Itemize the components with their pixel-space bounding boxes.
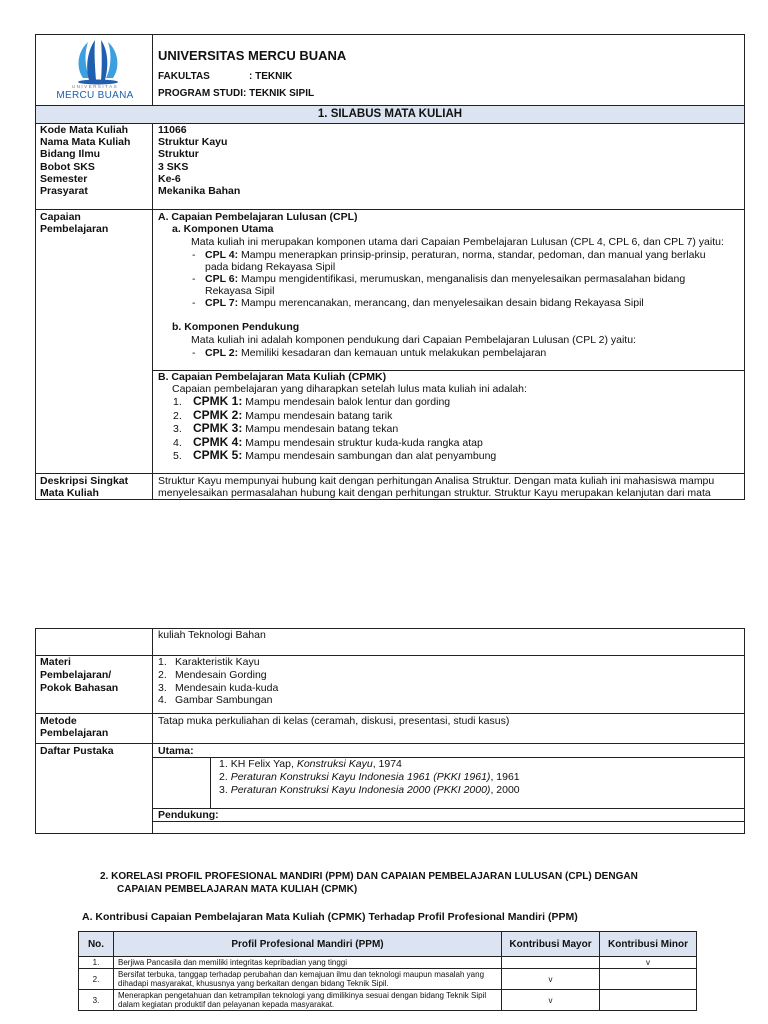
course-info-label: Prasyarat <box>40 185 88 197</box>
reference-post: , 1974 <box>372 758 402 770</box>
ppm-contribution-table <box>78 931 697 1011</box>
metode-label: Pembelajaran <box>40 727 109 739</box>
reference-item <box>219 784 520 796</box>
course-code: 11066 <box>158 124 187 136</box>
cpmk-num: 2. <box>173 410 182 422</box>
cpl-heading: A. Capaian Pembelajaran Lulusan (CPL) <box>158 211 358 223</box>
materi-num: 1. <box>158 656 167 668</box>
komponen-utama-heading: a. Komponen Utama <box>172 223 274 235</box>
reference-num: 2. <box>219 771 228 783</box>
row-minor <box>600 990 697 1011</box>
reference-item <box>219 758 402 770</box>
cpl-code: CPL 7: <box>205 297 239 309</box>
deskripsi-text: menyelesaikan permasalahan hubung kait dengan perhitungan struktur. Struktur Kayu merupakan kelanjutan dari mata <box>158 487 711 499</box>
cpmk-item <box>193 449 496 462</box>
table-row <box>79 990 697 1011</box>
section2-heading: CAPAIAN PEMBELAJARAN MATA KULIAH (CPMK) <box>117 884 358 895</box>
faculty-label: FAKULTAS <box>158 71 210 82</box>
university-name: UNIVERSITAS MERCU BUANA <box>158 48 347 63</box>
cpl-item <box>205 273 685 285</box>
reference-title: Konstruksi Kayu <box>296 758 373 770</box>
cpmk-text: Mampu mendesain balok lentur dan gording <box>242 396 451 408</box>
pustaka-label: Daftar Pustaka <box>40 745 114 757</box>
program-value: : TEKNIK SIPIL <box>243 88 315 99</box>
metode-value: Tatap muka perkuliahan di kelas (ceramah, diskusi, presentasi, studi kasus) <box>158 715 510 727</box>
cpl-item <box>205 297 644 309</box>
cpl-bullet: - <box>192 273 196 285</box>
cpmk-code: CPMK 2: <box>193 408 243 422</box>
cpl-code: CPL 4: <box>205 249 239 261</box>
course-name: Struktur Kayu <box>158 136 228 148</box>
header-mayor: Kontribusi Mayor <box>502 932 600 957</box>
cpmk-code: CPMK 5: <box>193 448 243 462</box>
cpl-bullet: - <box>192 249 196 261</box>
materi-num: 4. <box>158 694 167 706</box>
row-profil: Menerapkan pengetahuan dan ketrampilan teknologi yang dimilikinya sesuai dengan bidang Teknik Sipil dalam kegiatan produktif dan pelayanan kepada masyarakat. <box>114 990 502 1011</box>
course-credits: 3 SKS <box>158 161 189 173</box>
course-info-label: Nama Mata Kuliah <box>40 136 131 148</box>
course-semester: Ke-6 <box>158 173 181 185</box>
cpmk-num: 1. <box>173 396 182 408</box>
cpmk-num: 4. <box>173 437 182 449</box>
row-profil: Bersifat terbuka, tanggap terhadap perubahan dan kemajuan ilmu dan teknologi maupun masalah yang dihadapi masyarakat, khususnya yang berkaitan dengan bidang Teknik Sipil. <box>114 969 502 990</box>
cpl-bullet: - <box>192 347 196 359</box>
faculty-value: : TEKNIK <box>249 71 293 82</box>
row-minor: v <box>600 957 697 969</box>
reference-post: , 1961 <box>490 771 520 783</box>
course-info-label: Bobot SKS <box>40 161 95 173</box>
deskripsi-text: kuliah Teknologi Bahan <box>158 629 266 641</box>
header-no: No. <box>79 932 114 957</box>
metode-label: Metode <box>40 715 77 727</box>
cpl-code: CPL 2: <box>205 347 239 359</box>
cpl-text: Memiliki kesadaran dan kemauan untuk melakukan pembelajaran <box>238 347 547 359</box>
deskripsi-label: Mata Kuliah <box>40 487 99 499</box>
cpl-item <box>205 347 546 359</box>
deskripsi-label: Deskripsi Singkat <box>40 475 129 487</box>
course-prerequisite: Mekanika Bahan <box>158 185 241 197</box>
mercu-buana-emblem-icon <box>50 38 140 86</box>
cpmk-code: CPMK 4: <box>193 435 243 449</box>
header-profil: Profil Profesional Mandiri (PPM) <box>114 932 502 957</box>
pustaka-utama-label: Utama: <box>158 745 194 757</box>
syllabus-table-bottom <box>35 628 745 834</box>
table-header-row <box>79 932 697 957</box>
row-minor <box>600 969 697 990</box>
capaian-label: Capaian <box>40 211 81 223</box>
materi-item: Mendesain Gording <box>175 669 267 681</box>
komponen-pendukung-intro: Mata kuliah ini adalah komponen pendukung dari Capaian Pembelajaran Lulusan (CPL 2) yaitu: <box>191 334 636 346</box>
table-row <box>79 969 697 990</box>
cpl-code: CPL 6: <box>205 273 239 285</box>
pustaka-pendukung-label: Pendukung: <box>158 809 219 821</box>
materi-item: Mendesain kuda-kuda <box>175 682 279 694</box>
cpl-text: Mampu menerapkan prinsip-prinsip, peraturan, norma, standar, pedoman, dan manual yang berlaku <box>238 249 706 261</box>
cpmk-num: 3. <box>173 423 182 435</box>
deskripsi-text: Struktur Kayu mempunyai hubung kait dengan perhitungan Analisa Struktur. Dengan mata kuliah ini mahasiswa mampu <box>158 475 715 487</box>
materi-label: Pokok Bahasan <box>40 682 119 694</box>
row-no: 2. <box>79 969 114 990</box>
reference-num: 1. <box>219 758 228 770</box>
cpmk-heading: B. Capaian Pembelajaran Mata Kuliah (CPMK) <box>158 371 387 383</box>
cpmk-num: 5. <box>173 450 182 462</box>
row-profil: Berjiwa Pancasila dan memiliki integritas kepribadian yang tinggi <box>114 957 502 969</box>
row-mayor <box>502 957 600 969</box>
cpmk-text: Mampu mendesain sambungan dan alat penyambung <box>242 450 497 462</box>
komponen-utama-intro: Mata kuliah ini merupakan komponen utama dari Capaian Pembelajaran Lulusan (CPL 4, CPL 6, dan CPL 7) yaitu: <box>191 236 724 248</box>
cpmk-text: Mampu mendesain batang tarik <box>242 410 393 422</box>
materi-num: 2. <box>158 669 167 681</box>
header-minor: Kontribusi Minor <box>600 932 697 957</box>
materi-label: Materi <box>40 656 71 668</box>
course-info-label: Bidang Ilmu <box>40 148 101 160</box>
cpmk-code: CPMK 1: <box>193 394 243 408</box>
cpmk-text: Mampu mendesain struktur kuda-kuda rangka atap <box>242 437 483 449</box>
capaian-label: Pembelajaran <box>40 223 109 235</box>
logo-name-text: MERCU BUANA <box>56 90 134 101</box>
cpl-item <box>205 249 706 261</box>
row-no: 1. <box>79 957 114 969</box>
row-no: 3. <box>79 990 114 1011</box>
cpl-item-cont: Rekayasa Sipil <box>205 285 275 297</box>
reference-num: 3. <box>219 784 228 796</box>
section2-heading: 2. KORELASI PROFIL PROFESIONAL MANDIRI (PPM) DAN CAPAIAN PEMBELAJARAN LULUSAN (CPL) DENGAN <box>100 871 638 882</box>
university-logo <box>50 38 140 104</box>
section-title: 1. SILABUS MATA KULIAH <box>317 108 463 120</box>
cpmk-intro: Capaian pembelajaran yang diharapkan setelah lulus mata kuliah ini adalah: <box>172 383 527 395</box>
materi-item: Gambar Sambungan <box>175 694 273 706</box>
cpmk-item <box>193 422 398 435</box>
logo-top-text: UNIVERSITAS <box>71 84 119 89</box>
cpmk-item <box>193 395 450 408</box>
reference-title: Peraturan Konstruksi Kayu Indonesia 2000 (PKKI 2000) <box>230 784 491 796</box>
cpl-text: Mampu mengidentifikasi, merumuskan, menganalisis dan menyelesaikan permasalahan bidang <box>238 273 686 285</box>
komponen-pendukung-heading: b. Komponen Pendukung <box>172 321 300 333</box>
cpl-bullet: - <box>192 297 196 309</box>
section2-subheading: A. Kontribusi Capaian Pembelajaran Mata Kuliah (CPMK) Terhadap Profil Profesional Mandiri (PPM) <box>82 911 578 923</box>
cpmk-text: Mampu mendesain batang tekan <box>242 423 399 435</box>
course-info-label: Semester <box>40 173 88 185</box>
materi-num: 3. <box>158 682 167 694</box>
program-label: PROGRAM STUDI <box>158 88 243 99</box>
cpl-text: Mampu merencanakan, merancang, dan menyelesaikan desain bidang Rekayasa Sipil <box>238 297 644 309</box>
reference-pre: KH Felix Yap, <box>230 758 297 770</box>
reference-item <box>219 771 520 783</box>
course-info-label: Kode Mata Kuliah <box>40 124 129 136</box>
materi-label: Pembelajaran/ <box>40 669 112 681</box>
reference-post: , 2000 <box>490 784 520 796</box>
table-row <box>79 957 697 969</box>
row-mayor: v <box>502 969 600 990</box>
reference-title: Peraturan Konstruksi Kayu Indonesia 1961 (PKKI 1961) <box>230 771 491 783</box>
cpmk-code: CPMK 3: <box>193 421 243 435</box>
cpl-item-cont: pada bidang Rekayasa Sipil <box>205 261 336 273</box>
row-mayor: v <box>502 990 600 1011</box>
course-field: Struktur <box>158 148 199 160</box>
materi-item: Karakteristik Kayu <box>175 656 260 668</box>
